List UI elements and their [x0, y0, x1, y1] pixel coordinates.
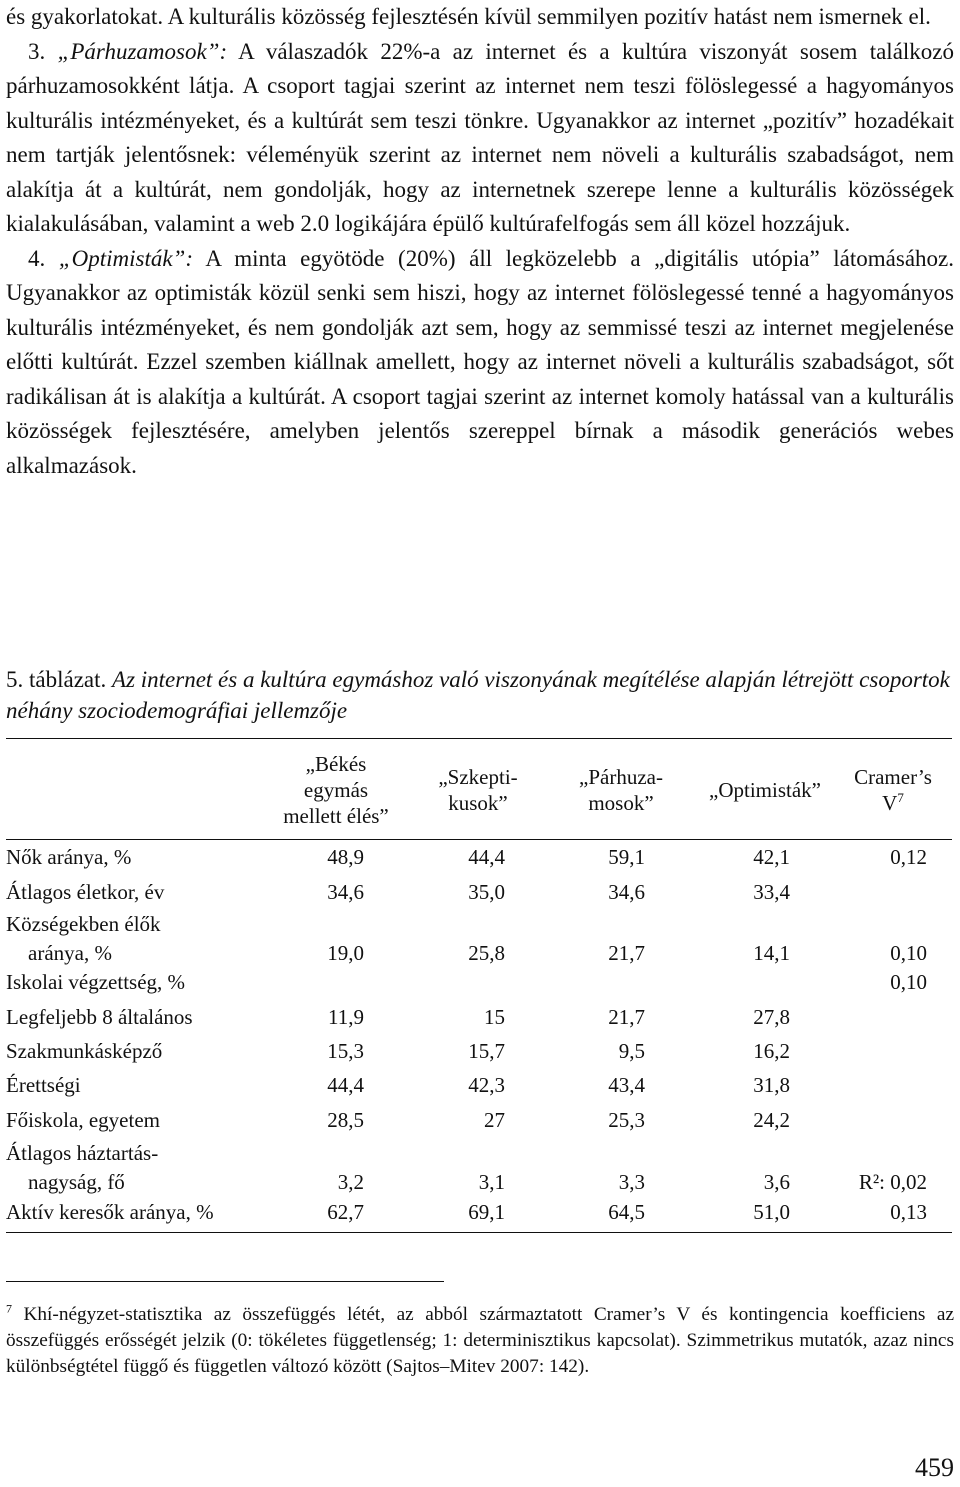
row-label-continuation: aránya, %	[28, 941, 112, 965]
table-top-rule	[6, 738, 952, 739]
table-cell-c1: 19,0	[327, 941, 364, 965]
table-cell-c2: 15	[484, 1005, 505, 1029]
table-caption-title: Az internet és a kultúra egymáshoz való viszonyának megítélése alapján létrejött csoportok néhány szociodemográfiai jellemzője	[6, 667, 950, 723]
table-cell-c2: 44,4	[468, 845, 505, 869]
table-cell-c4: 31,8	[753, 1073, 790, 1097]
row-label: Nők aránya, %	[6, 845, 132, 869]
item-number: 3.	[28, 38, 58, 64]
table-caption-prefix: 5. táblázat.	[6, 667, 113, 692]
col-header-line: „Szkepti-	[438, 765, 518, 789]
footnote-ref: 7	[897, 790, 904, 805]
col-header-line: mellett élés”	[283, 804, 389, 828]
table-header-rule	[6, 839, 952, 840]
col-header-line: „Optimisták”	[709, 778, 821, 802]
table-cell-c4: 27,8	[753, 1005, 790, 1029]
table-cell-c2: 27	[484, 1108, 505, 1132]
row-label: Iskolai végzettség, %	[6, 970, 186, 994]
table-cell-c3: 3,3	[618, 1170, 645, 1194]
table-cell-c1: 34,6	[327, 880, 364, 904]
table-cell-c4: 51,0	[753, 1200, 790, 1224]
row-label: Szakmunkásképző	[6, 1039, 163, 1063]
group-label-optimists: „Optimisták”:	[58, 245, 194, 271]
table-cell-c5: 0,12	[890, 845, 927, 869]
col-header-line: „Párhuza-	[579, 765, 663, 789]
table-cell-c2: 25,8	[468, 941, 505, 965]
table-cell-c1: 3,2	[337, 1170, 364, 1194]
col-header-line	[838, 790, 948, 816]
table-cell-c3: 34,6	[608, 880, 645, 904]
col-header-line: mosok”	[588, 791, 654, 815]
col-header-line: „Békés	[305, 752, 367, 776]
table-cell-c4: 3,6	[763, 1170, 790, 1194]
cramers-v-letter: V	[882, 791, 898, 815]
table-cell-c3: 43,4	[608, 1073, 645, 1097]
row-label: Községekben élők	[6, 912, 161, 936]
paragraph-parallels	[6, 35, 954, 242]
table-cell-c2: 3,1	[478, 1170, 505, 1194]
table-cell-c4: 42,1	[753, 845, 790, 869]
table-cell-c1: 62,7	[327, 1200, 364, 1224]
paragraph-optimists	[6, 242, 954, 484]
row-label: Átlagos háztartás-	[6, 1141, 159, 1165]
table-cell-c3: 21,7	[608, 941, 645, 965]
page-number: 459	[915, 1453, 954, 1482]
row-label: Érettségi	[6, 1073, 81, 1097]
group-label-parallels: „Párhuzamosok”:	[57, 38, 228, 64]
table-caption	[6, 664, 954, 726]
row-label: Főiskola, egyetem	[6, 1108, 160, 1132]
table-cell-c1: 15,3	[327, 1039, 364, 1063]
table-cell-c2: 42,3	[468, 1073, 505, 1097]
paragraph-optimists-text: A minta egyötöde (20%) áll legközelebb a „digitális utópia” látomásához. Ugyanakkor az optimisták közül senki sem hiszi, hogy az internet fölöslegessé tenné a hagyományos kulturális intézményeket, és nem gondolják azt sem, hogy az semmissé teszi az internet megjelenése előtti kultúrát. Ezzel szemben kiállnak amellett, hogy az internet növeli a kulturális szabadságot, sőt radikálisan át is alakítja a kultúrát. A csoport tagjai szerint az internet komoly hatással van a kulturális közösségek fejlesztésére, amelyben jelentős szereppel bírnak a második generációs webes alkalmazások.	[6, 245, 954, 478]
table-cell-c3: 59,1	[608, 845, 645, 869]
table-cell-c3: 21,7	[608, 1005, 645, 1029]
table-cell-c3: 9,5	[618, 1039, 645, 1063]
row-label: Aktív keresők aránya, %	[6, 1200, 214, 1224]
col-header-line: Cramer’s	[854, 765, 932, 789]
footnote-text: Khí-négyzet-statisztika az összefüggés létét, az abból származtatott Cramer’s V és kontingencia koefficiens az összefüggés erősségét jelzik (0: tökéletes függetlenség; 1: determinisztikus kapcsolat). Szimmetrikus mutatók, azaz nincs különbségtétel függő és független változó között (Sajtos–Mitev 2007: 142).	[6, 1304, 954, 1377]
body-text	[6, 0, 954, 483]
table-cell-c1: 11,9	[328, 1005, 364, 1029]
item-number: 4.	[28, 245, 59, 271]
table-cell-c1: 48,9	[327, 845, 364, 869]
table-cell-c2: 15,7	[468, 1039, 505, 1063]
footnote-marker: 7	[6, 1301, 12, 1316]
col-header-optimists	[690, 777, 840, 803]
table-cell-c2: 69,1	[468, 1200, 505, 1224]
table-cell-c5: 0,10	[890, 941, 927, 965]
table-cell-c3: 25,3	[608, 1108, 645, 1132]
row-label-continuation: nagyság, fő	[28, 1170, 125, 1194]
table-bottom-rule	[6, 1232, 952, 1233]
col-header-peaceful	[266, 751, 406, 829]
footnote-separator	[6, 1281, 444, 1282]
table-cell-c5: R²: 0,02	[858, 1170, 927, 1194]
col-header-parallels	[556, 764, 686, 816]
table-cell-c4: 14,1	[753, 941, 790, 965]
col-header-cramers-v	[838, 764, 948, 816]
paragraph-1	[6, 0, 954, 35]
paragraph-parallels-text: A válaszadók 22%-a az internet és a kultúra viszonyát sosem találkozó párhuzamosokként látja. A csoport tagjai szerint az internet nem teszi fölöslegessé a hagyományos kulturális intézményeket, és a kultúrát sem teszi tönkre. Ugyanakkor az internet „pozitív” hozadékait nem tartják jelentősnek: véleményük szerint az internet nem növeli a kulturális szabadságot, nem alakítja át a kultúrát, nem gondolják, hogy az internetnek szerepe lenne a kulturális közösségek kialakulásában, valamint a web 2.0 logikájára épülő kultúrafelfogás sem áll közel hozzájuk.	[6, 38, 955, 236]
table-cell-c2: 35,0	[468, 880, 505, 904]
table-cell-c4: 16,2	[753, 1039, 790, 1063]
col-header-skeptics	[418, 764, 538, 816]
table-cell-c5: 0,10	[890, 970, 927, 994]
table-cell-c5: 0,13	[890, 1200, 927, 1224]
table-cell-c3: 64,5	[608, 1200, 645, 1224]
row-label: Átlagos életkor, év	[6, 880, 165, 904]
table-cell-c4: 33,4	[753, 880, 790, 904]
footnote	[6, 1302, 954, 1380]
row-label: Legfeljebb 8 általános	[6, 1005, 193, 1029]
col-header-line: kusok”	[448, 791, 508, 815]
table-cell-c4: 24,2	[753, 1108, 790, 1132]
paragraph-1-text: és gyakorlatokat. A kulturális közösség fejlesztésén kívül semmilyen pozitív hatást nem ismernek el.	[6, 4, 931, 29]
col-header-line: egymás	[303, 778, 369, 802]
table-cell-c1: 28,5	[327, 1108, 364, 1132]
table-cell-c1: 44,4	[327, 1073, 364, 1097]
